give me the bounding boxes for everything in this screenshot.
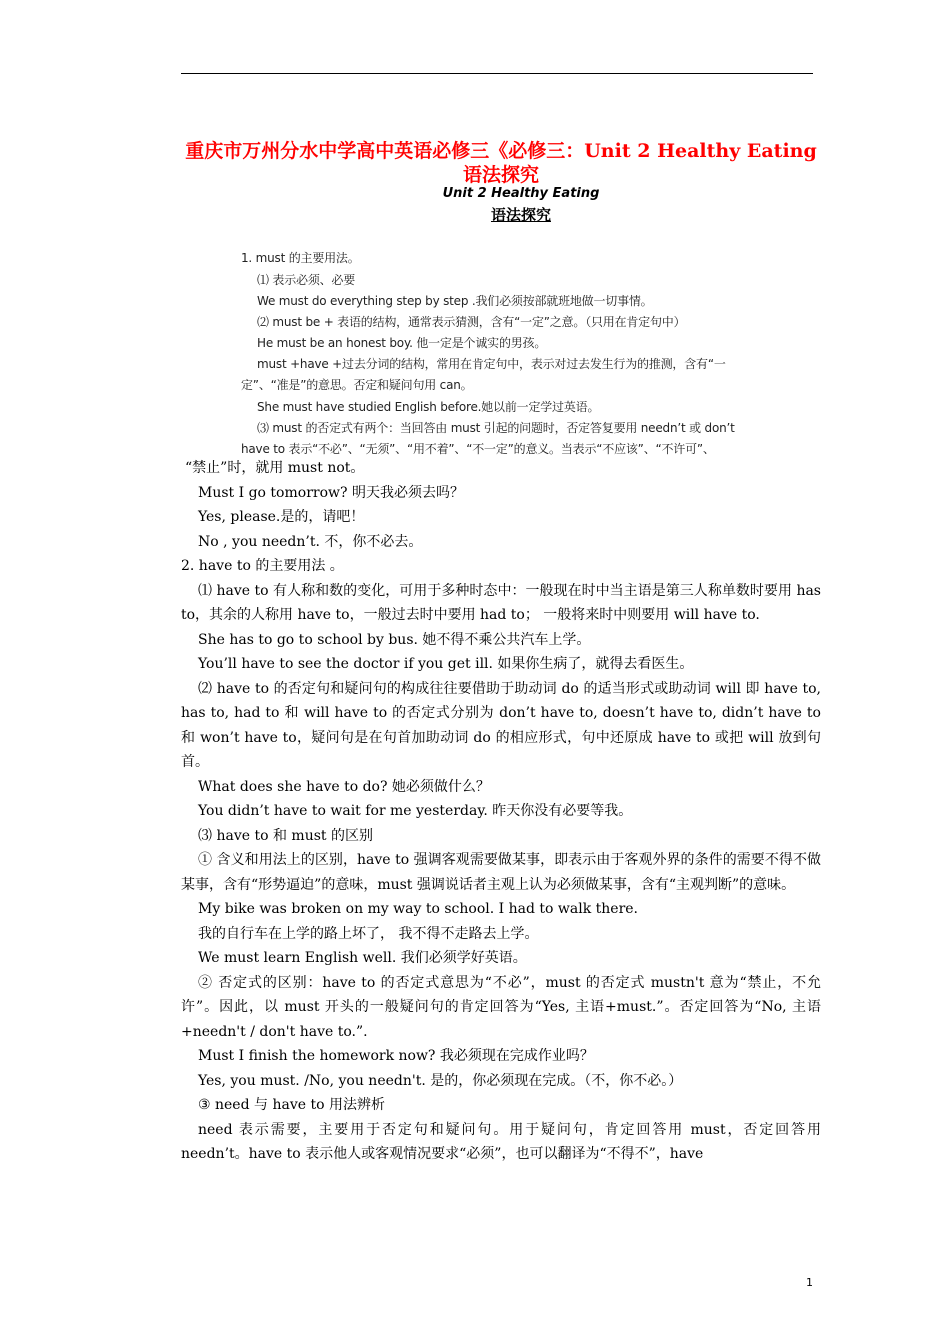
scanned-excerpt — [183, 186, 859, 456]
paragraph: ② 否定式的区别：have to 的否定式意思为“不必”，must 的否定式 mustn't 意为“禁止，不允许”。因此，以 must 开头的一般疑问句的肯定回答为“Yes, 主语+must.”。否定回答为“No, 主语+needn't / don't have to.”. — [181, 974, 821, 1040]
section-title: 语法探究 — [490, 206, 551, 224]
paragraph: 2. have to 的主要用法 。 — [181, 558, 344, 574]
document-title: 重庆市万州分水中学高中英语必修三《必修三：Unit 2 Healthy Eating 语法探究 — [185, 140, 817, 186]
page-number: 1 — [806, 1276, 813, 1289]
paragraph: “禁止”时，就用 must not。 — [185, 460, 365, 476]
paragraph: No , you needn’t. 不，你不必去。 — [198, 533, 423, 550]
paragraph: Must I finish the homework now? 我必须现在完成作业吗？ — [198, 1048, 594, 1064]
paragraph: ① 含义和用法上的区别，have to 强调客观需要做某事，即表示由于客观外界的条件的需要不得不做某事，含有“形势逼迫”的意味，must 强调说话者主观上认为必须做某事，含有“主观判断”的意味。 — [181, 852, 821, 893]
scan-line: ⑶ must 的否定式有两个：当回答由 must 引起的问题时，否定答复要用 needn’t 或 don’t — [257, 421, 735, 435]
paragraph: We must learn English well. 我们必须学好英语。 — [198, 950, 527, 966]
scan-line: ⑵ must be + 表语的结构，通常表示猜测，含有“一定”之意。（只用在肯定句中） — [257, 315, 686, 329]
paragraph: ⑴ have to 有人称和数的变化，可用于多种时态中：一般现在时中当主语是第三人称单数时要用 has to，其余的人称用 have to，一般过去时中要用 had to； 一般将来时中则要用 will have to. — [181, 582, 821, 623]
paragraph: Yes, you must. /No, you needn't. 是的，你必须现在完成。（不，你不必。） — [198, 1072, 683, 1089]
document-body — [181, 456, 821, 1167]
paragraph: She has to go to school by bus. 她不得不乘公共汽车上学。 — [198, 631, 591, 648]
scan-line: We must do everything step by step .我们必须按部就班地做一切事情。 — [257, 294, 653, 308]
scan-line: He must be an honest boy. 他一定是个诚实的男孩。 — [257, 336, 547, 350]
unit-title: Unit 2 Healthy Eating — [442, 186, 600, 201]
paragraph: 我的自行车在上学的路上坏了， 我不得不走路去上学。 — [198, 925, 539, 942]
scan-line: have to 表示“不必”、“无须”、“用不着”、“不一定”的意义。当表示“不应该”、“不许可”、 — [241, 442, 715, 456]
scan-line: 定”、“准是”的意思。否定和疑问句用 can。 — [241, 378, 473, 392]
paragraph: You didn’t have to wait for me yesterday. 昨天你没有必要等我。 — [198, 803, 633, 819]
paragraph: ③ need 与 have to 用法辨析 — [198, 1097, 385, 1113]
paragraph: ⑶ have to 和 must 的区别 — [198, 827, 373, 844]
header-rule — [181, 73, 813, 74]
scan-line: She must have studied English before.她以前一定学过英语。 — [257, 400, 600, 414]
scan-line: must +have +过去分词的结构，常用在肯定句中，表示对过去发生行为的推测，含有“一 — [257, 357, 726, 371]
paragraph: Yes, please.是的，请吧！ — [198, 509, 365, 525]
paragraph: ⑵ have to 的否定句和疑问句的构成往往要借助于助动词 do 的适当形式或助动词 will 即 have to, has to, had to 和 will have to 的否定式分别为 don’t have to, doesn’t have to, didn’t have to 和 won’t have to，疑问句是在句首加助动词 do 的相应形式，句中还原成 have to 或把 will 放到句首。 — [181, 680, 821, 770]
paragraph: You’ll have to see the doctor if you get ill. 如果你生病了，就得去看医生。 — [198, 656, 694, 672]
scan-line: ⑴ 表示必须、必要 — [257, 273, 356, 287]
paragraph: What does she have to do? 她必须做什么？ — [198, 778, 490, 795]
paragraph: Must I go tomorrow? 明天我必须去吗？ — [198, 484, 464, 501]
paragraph: My bike was broken on my way to school. I had to walk there. — [198, 901, 638, 917]
scan-line: 1. must 的主要用法。 — [241, 251, 360, 265]
paragraph: need 表示需要，主要用于否定句和疑问句。用于疑问句，肯定回答用 must，否定回答用 needn’t。have to 表示他人或客观情况要求“必须”，也可以翻译为“不得不”，have — [181, 1121, 821, 1162]
